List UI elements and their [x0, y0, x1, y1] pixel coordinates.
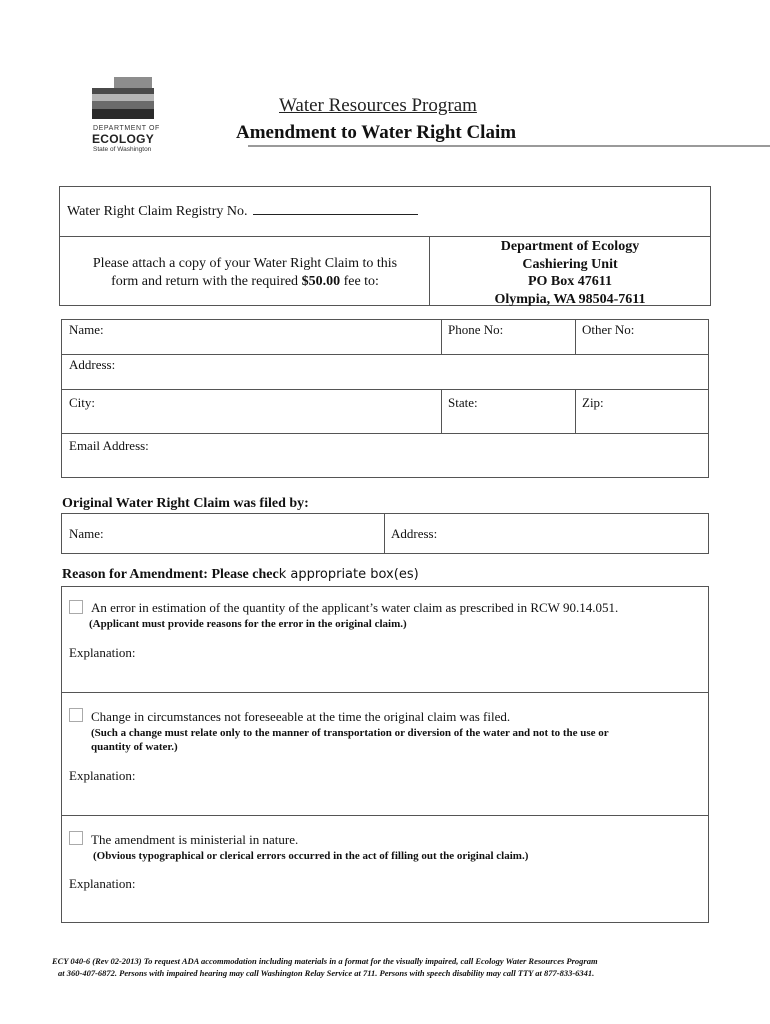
logo-state: State of Washington	[93, 146, 152, 153]
option-change-circumstances: Change in circumstances not foreseeable at the time the original claim was filed.	[91, 709, 511, 724]
explanation-ministerial[interactable]: Explanation:	[69, 876, 136, 891]
fee-divider	[429, 236, 430, 306]
row-line-2	[61, 389, 709, 390]
program-name: Water Resources Program	[279, 95, 477, 116]
form-title: Amendment to Water Right Claim	[236, 122, 517, 143]
address-line4: Olympia, WA 98504-7611	[494, 291, 646, 307]
original-table	[61, 513, 709, 554]
row-line-3	[61, 433, 709, 434]
registry-input[interactable]	[253, 204, 418, 215]
footer-line1: ECY 040-6 (Rev 02-2013) To request ADA accommodation including materials in a format for the visually impaired, call Ecology Water Resources Program	[52, 956, 598, 966]
original-address-field[interactable]: Address:	[391, 526, 438, 541]
original-divider	[384, 513, 385, 554]
option-ministerial-note: (Obvious typographical or clerical errors occurred in the act of filling out the original claim.)	[93, 850, 529, 862]
reason-heading: Reason for Amendment: Please check appropriate box(es)	[62, 567, 419, 582]
registry-divider	[59, 236, 711, 237]
logo-mountain	[92, 88, 154, 94]
logo-ecology: ECOLOGY	[92, 132, 155, 146]
col-line-1	[441, 319, 442, 354]
explanation-change[interactable]: Explanation:	[69, 768, 136, 783]
address-line1: Department of Ecology	[500, 239, 640, 254]
option-estimation-error: An error in estimation of the quantity of the applicant’s water claim as prescribed in RCW 90.14.051.	[91, 600, 619, 615]
option-change-note2: quantity of water.)	[91, 741, 178, 753]
applicant-table	[61, 319, 709, 478]
address-line2: Cashiering Unit	[522, 256, 618, 272]
attach-line2: form and return with the required $50.00 fee to:	[111, 274, 379, 289]
checkbox-ministerial[interactable]	[69, 831, 83, 845]
logo-hills	[92, 101, 154, 109]
address-field[interactable]: Address:	[69, 357, 116, 372]
registry-label: Water Right Claim Registry No.	[67, 204, 248, 219]
logo-dept: DEPARTMENT OF	[93, 125, 160, 132]
title-rule	[248, 145, 770, 147]
reason-table	[61, 586, 709, 923]
name-field[interactable]: Name:	[69, 322, 104, 337]
explanation-estimation[interactable]: Explanation:	[69, 645, 136, 660]
reason-line-2	[61, 815, 709, 816]
col-line-4	[575, 389, 576, 433]
row-line-1	[61, 354, 709, 355]
other-phone-field[interactable]: Other No:	[582, 322, 635, 337]
col-line-2	[575, 319, 576, 354]
checkbox-change-circumstances[interactable]	[69, 708, 83, 722]
original-name-field[interactable]: Name:	[69, 526, 104, 541]
col-line-3	[441, 389, 442, 433]
footer-line2: at 360-407-6872. Persons with impaired hearing may call Washington Relay Service at 711. Persons with speech disability may call TTY at 877-833-6341.	[58, 968, 595, 978]
address-line3: PO Box 47611	[527, 274, 612, 289]
zip-field[interactable]: Zip:	[582, 395, 604, 410]
option-ministerial: The amendment is ministerial in nature.	[91, 832, 299, 847]
email-field[interactable]: Email Address:	[69, 438, 149, 453]
attach-instructions	[62, 255, 428, 291]
reason-line-1	[61, 692, 709, 693]
fee-amount: $50.00	[301, 274, 341, 289]
option-change-note: (Such a change must relate only to the manner of transportation or diversion of the water and not to the use or	[91, 727, 609, 739]
checkbox-estimation-error[interactable]	[69, 600, 83, 614]
attach-line1: Please attach a copy of your Water Right Claim to this	[92, 256, 398, 271]
phone-field[interactable]: Phone No:	[448, 322, 504, 337]
logo-land	[92, 109, 154, 119]
mailing-address	[431, 238, 709, 308]
state-field[interactable]: State:	[448, 395, 478, 410]
city-field[interactable]: City:	[69, 395, 96, 410]
option-estimation-note: (Applicant must provide reasons for the error in the original claim.)	[89, 618, 407, 630]
original-heading: Original Water Right Claim was filed by:	[62, 496, 309, 511]
logo-water	[92, 94, 154, 101]
registry-row	[67, 204, 418, 220]
